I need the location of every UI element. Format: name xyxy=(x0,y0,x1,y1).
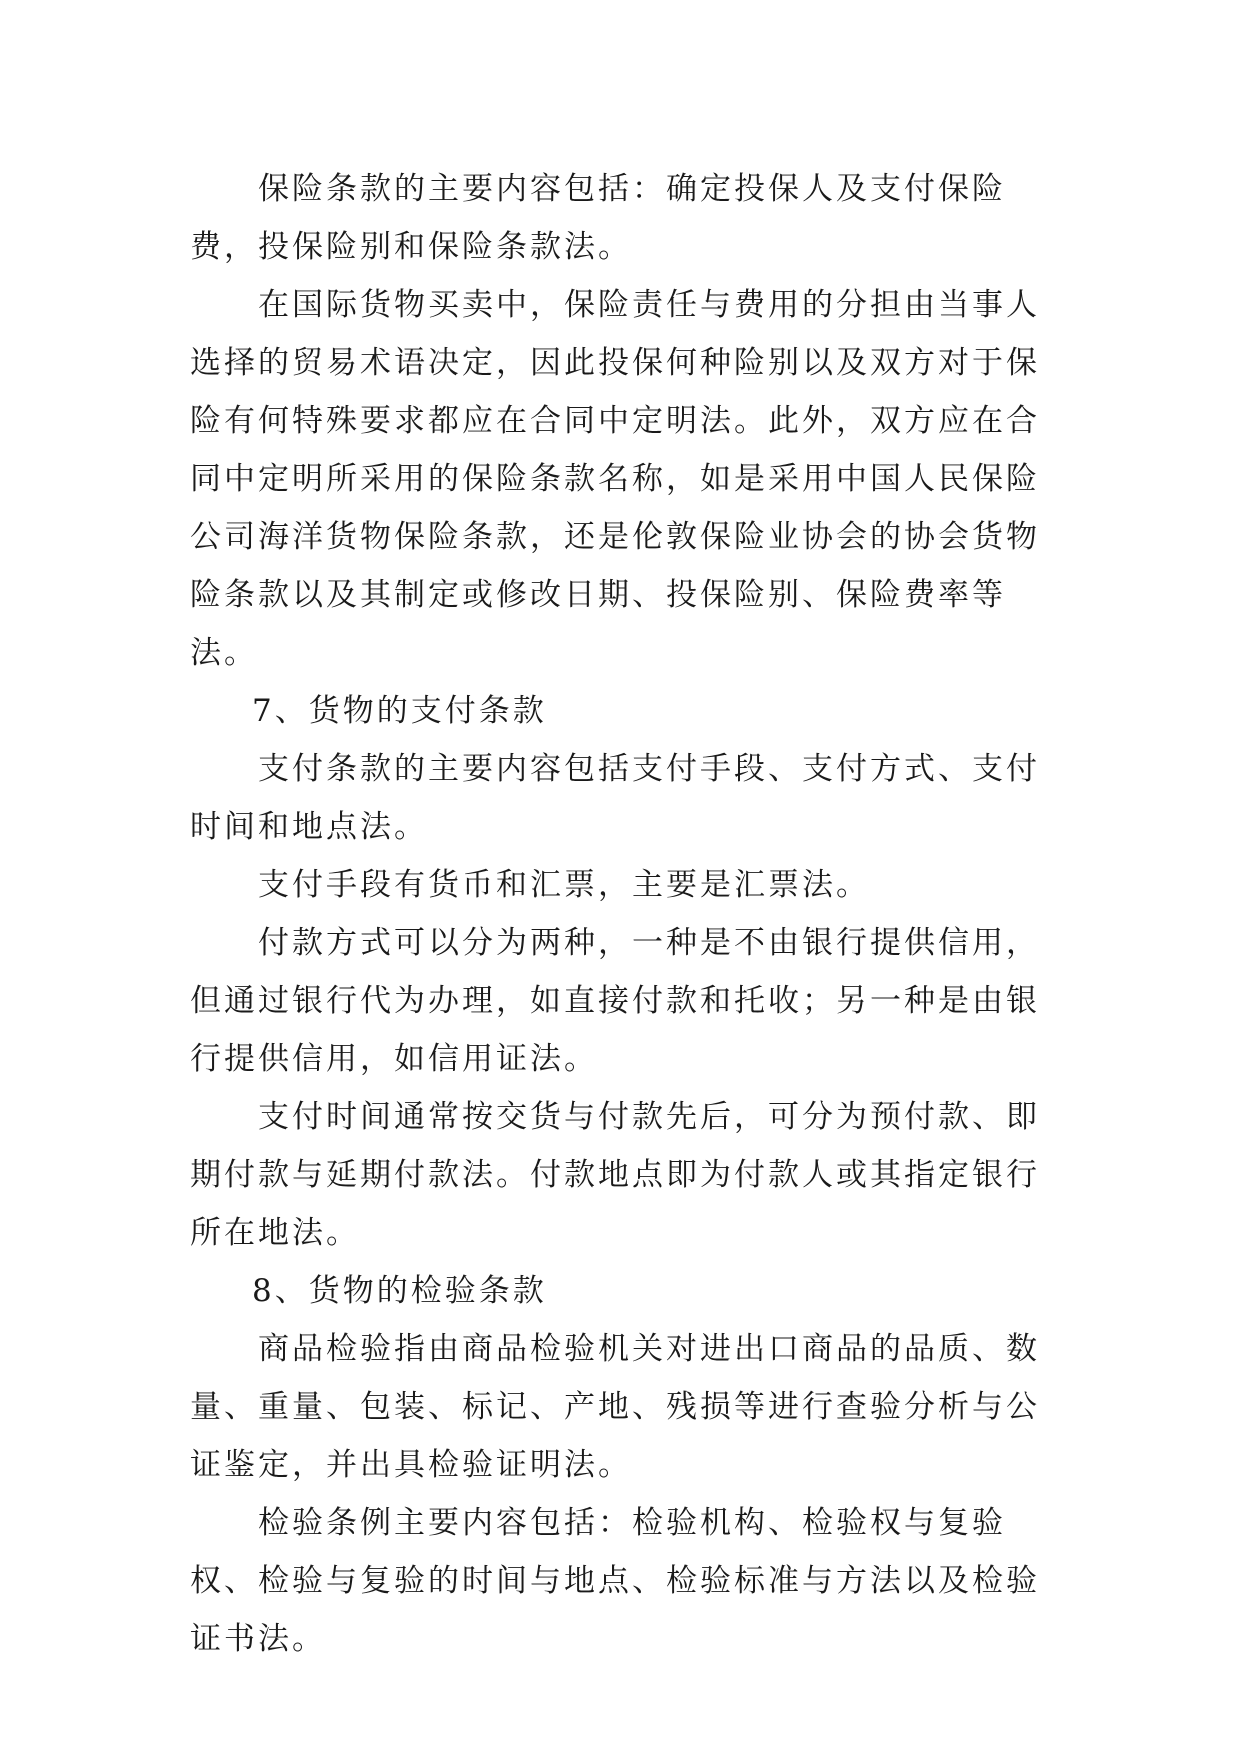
paragraph-insurance-responsibility: 在国际货物买卖中，保险责任与费用的分担由当事人选择的贸易术语决定，因此投保何种险别以及双方对于保险有何特殊要求都应在合同中定明法。此外，双方应在合同中定明所采用的保险条款名称，如是采用中国人民保险公司海洋货物保险条款，还是伦敦保险业协会的协会货物险条款以及其制定或修改日期、投保险别、保险费率等法。 xyxy=(190,287,1040,671)
section-heading-payment: 7、货物的支付条款 xyxy=(252,693,547,729)
paragraph-payment-methods: 付款方式可以分为两种，一种是不由银行提供信用，但通过银行代为办理，如直接付款和托收；另一种是由银行提供信用，如信用证法。 xyxy=(190,925,1040,1077)
paragraph-inspection-content: 检验条例主要内容包括：检验机构、检验权与复验权、检验与复验的时间与地点、检验标准与方法以及检验证书法。 xyxy=(190,1505,1040,1657)
paragraph-payment-time: 支付时间通常按交货与付款先后，可分为预付款、即期付款与延期付款法。付款地点即为付款人或其指定银行所在地法。 xyxy=(190,1099,1040,1251)
paragraph-insurance-clause: 保险条款的主要内容包括：确定投保人及支付保险费，投保险别和保险条款法。 xyxy=(190,171,1006,265)
document-body xyxy=(190,160,1070,1668)
paragraph-payment-clause: 支付条款的主要内容包括支付手段、支付方式、支付时间和地点法。 xyxy=(190,751,1040,845)
paragraph-payment-means: 支付手段有货币和汇票，主要是汇票法。 xyxy=(258,867,870,903)
paragraph-inspection-definition: 商品检验指由商品检验机关对进出口商品的品质、数量、重量、包装、标记、产地、残损等进行查验分析与公证鉴定，并出具检验证明法。 xyxy=(190,1331,1040,1483)
section-heading-inspection: 8、货物的检验条款 xyxy=(252,1273,547,1309)
